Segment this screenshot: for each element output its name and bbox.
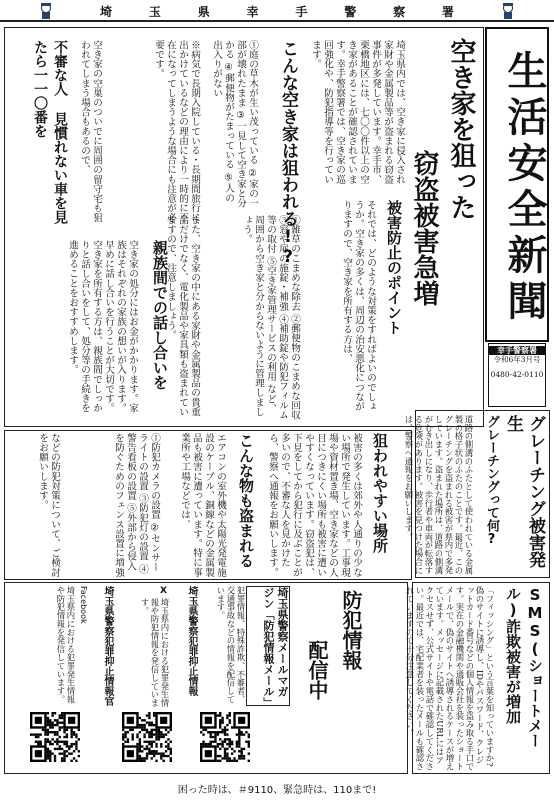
issue-box	[488, 343, 546, 407]
issue-tel: 0480-42-0110	[490, 370, 544, 379]
article1-prevent-intro: それでは、どのような対策をすればよいのでしょうか。空き家の多くは、周辺の治安悪化につながりますので、空き家を所有する方は、	[341, 200, 376, 412]
article2-goods-closing: などの防犯対策について、ご検討をお願いします。	[37, 433, 60, 577]
header-char: 埼	[100, 5, 113, 19]
article1-risk-note: ※病気で長期入院している・長期間旅行に出かけているなどの理由により一時的に不在になってしまうような場合にも注意が必要です。	[153, 40, 200, 223]
x-label: X	[160, 586, 167, 596]
article2-text: 被害の多くは郊外や人通りの少ない場所で発生しています。工事現場や資材置き場、空き家などの人目につきにくい場所も被害に遭いやすくなっています。窃盗犯は、下見をしてから犯行に及ぶことが多いので、不審な人を見かけたら、警察へ通報をお願いします。	[267, 433, 362, 577]
page-header	[0, 0, 554, 22]
fb-label: Facebook	[79, 586, 88, 624]
police-mascot-icon	[38, 2, 54, 20]
article2-goods-heading: こんな物も盗まれる	[237, 433, 255, 568]
header-char: 察	[393, 5, 406, 19]
header-char: 署	[441, 5, 454, 19]
article1-neighbor-note: 空き家の空巣のついでに周囲の留守宅も狙われてしまう場合もあるので、	[79, 40, 102, 223]
article1-subheading: こんな空き家は狙われる!?	[278, 40, 298, 267]
article3-text: 道路の側溝のふたとして使われている金属製の格子状のふたのことです。最近、このグレーチングを盗まれる被害が県内で多発しています。盗まれた場所は、道路の側溝がむき出しになり、歩行者や車両が転落する危険があります。被害を見つけた場合には、警察へ通報をお願いします。	[404, 415, 474, 575]
fb-qr-code[interactable]	[30, 712, 80, 762]
issue-label: 幸手警察署	[489, 346, 545, 355]
article1-family-text: 空き家の処分にはお金がかかります。家族はそれぞれの家族の想いが入ります。早めに話し合いを行うことが大切です。空き家を所有する方は、親族間でしっかりと話し合いをして、処分等の手続きを進めることをおすすめします。	[67, 240, 138, 413]
article5-headline-a: 防犯情報	[339, 590, 363, 670]
header-char: 手	[295, 5, 308, 19]
article4-text: 「フィッシング」という言葉を知っていますか?偽のサイトに誘導し、IDやパスワード、クレジットカード番号などの個人情報を盗み取る手口です。実在の金融機関や通販会社を装ったショートメールで、偽のサイトへ誘導されるケースが増えています。メッセージに記載されたURLにはアクセスせず、公式サイトや電話で確認してください。最近では、宅配業者を装ったメールも確認されていますので十分注意してください。	[405, 586, 495, 771]
article1-intro: 埼玉県内では、空き家に侵入され家財や金属製品等が盗まれる窃盗事件が多発しています。幸手市、栗橋地区には、七〇〇件以上の空き家があることが確認されています。幸手警察署では、空き家の巡回強化や、防犯指導等を行っています。	[310, 40, 405, 184]
article1-prevent-heading: 被害防止のポイント	[385, 200, 403, 335]
x-title: 埼玉県警察犯罪抑止情報	[186, 586, 197, 696]
header-char: 警	[344, 5, 357, 19]
issue-date: 令和6年3月号	[493, 355, 541, 364]
mail-qr-code[interactable]	[200, 712, 250, 762]
header-title	[100, 3, 454, 19]
article4-headline: SMS(ショートメール)詐欺被害が増加	[504, 586, 544, 748]
header-char: 県	[197, 5, 210, 19]
article1-family-heading: 親族間での話し合いを	[151, 240, 169, 390]
fb-title: 埼玉県警察犯罪抑止情報官	[102, 586, 113, 706]
article1-suspicious-heading: 不審な人 見慣れない車を見たら一一〇番を	[32, 40, 68, 224]
article1-headline-a: 空き家を狙った	[446, 38, 476, 220]
article1-prevent-closing: また、空き家の中にある家財や金属製品の貴重品だけでなく、電化製品や家具類も盗まれていますので、注意しましょう。	[165, 215, 200, 417]
x-qr-code[interactable]	[122, 712, 172, 762]
article5-headline-b: 配信中	[305, 640, 329, 700]
footer-text: 困った時は、＃9110、緊急時は、110まで!	[177, 784, 377, 796]
mail-title: 埼玉県警察メールマガジン「防犯情報メール」	[246, 586, 290, 706]
x-text: 埼玉県内における犯罪発生情報や防犯情報を発信しています。	[140, 598, 170, 708]
mail-text: 犯罪情報、特殊詐欺、不審者、交通事故などの情報を配信しています。	[216, 586, 246, 704]
article3-headline: グレーチング被害発生	[503, 415, 545, 568]
article2-goods-text: エアコンの室外機や太陽光発電施設のケーブル、銅線などの金属製品も被害に遭っています。特に事業所や工場などでは、	[179, 433, 226, 577]
header-char: 幸	[246, 5, 259, 19]
article1-prevent-points: ①雑草のこまめな除去 ②郵便物のこまめな回収 ③窓や扉の施錠・補強 ④補助錠や防犯フィルム等の取付 ⑤空き家管理サービスの利用 など、周囲から空き家と分からないように管理しましょう。	[241, 215, 300, 420]
article1-risks: ①庭の草木が生い茂っている ②家の一部が壊れたまま ③一見して空き家と分かる ④郵便物がたまっている ⑤人の出入りがない	[211, 40, 258, 208]
article1-headline-b: 窃盗被害急増	[409, 150, 439, 306]
article3-subheading: グレーチングって何?	[484, 415, 499, 547]
article2-headline: 狙われやすい場所	[371, 433, 389, 553]
police-mascot-icon	[500, 2, 516, 20]
fb-text: 埼玉県内における犯罪発生情報や防犯情報を発信しています。	[56, 586, 76, 704]
article2-goods-points: ①防犯カメラの設置 ②センサーライトの設置 ③防犯灯の設置 ④警告看板の設置 ⑤外部から侵入を防ぐためのフェンス設置に増強	[113, 433, 160, 577]
masthead-title: 生活安全新聞	[485, 27, 549, 342]
header-char: 玉	[148, 5, 161, 19]
